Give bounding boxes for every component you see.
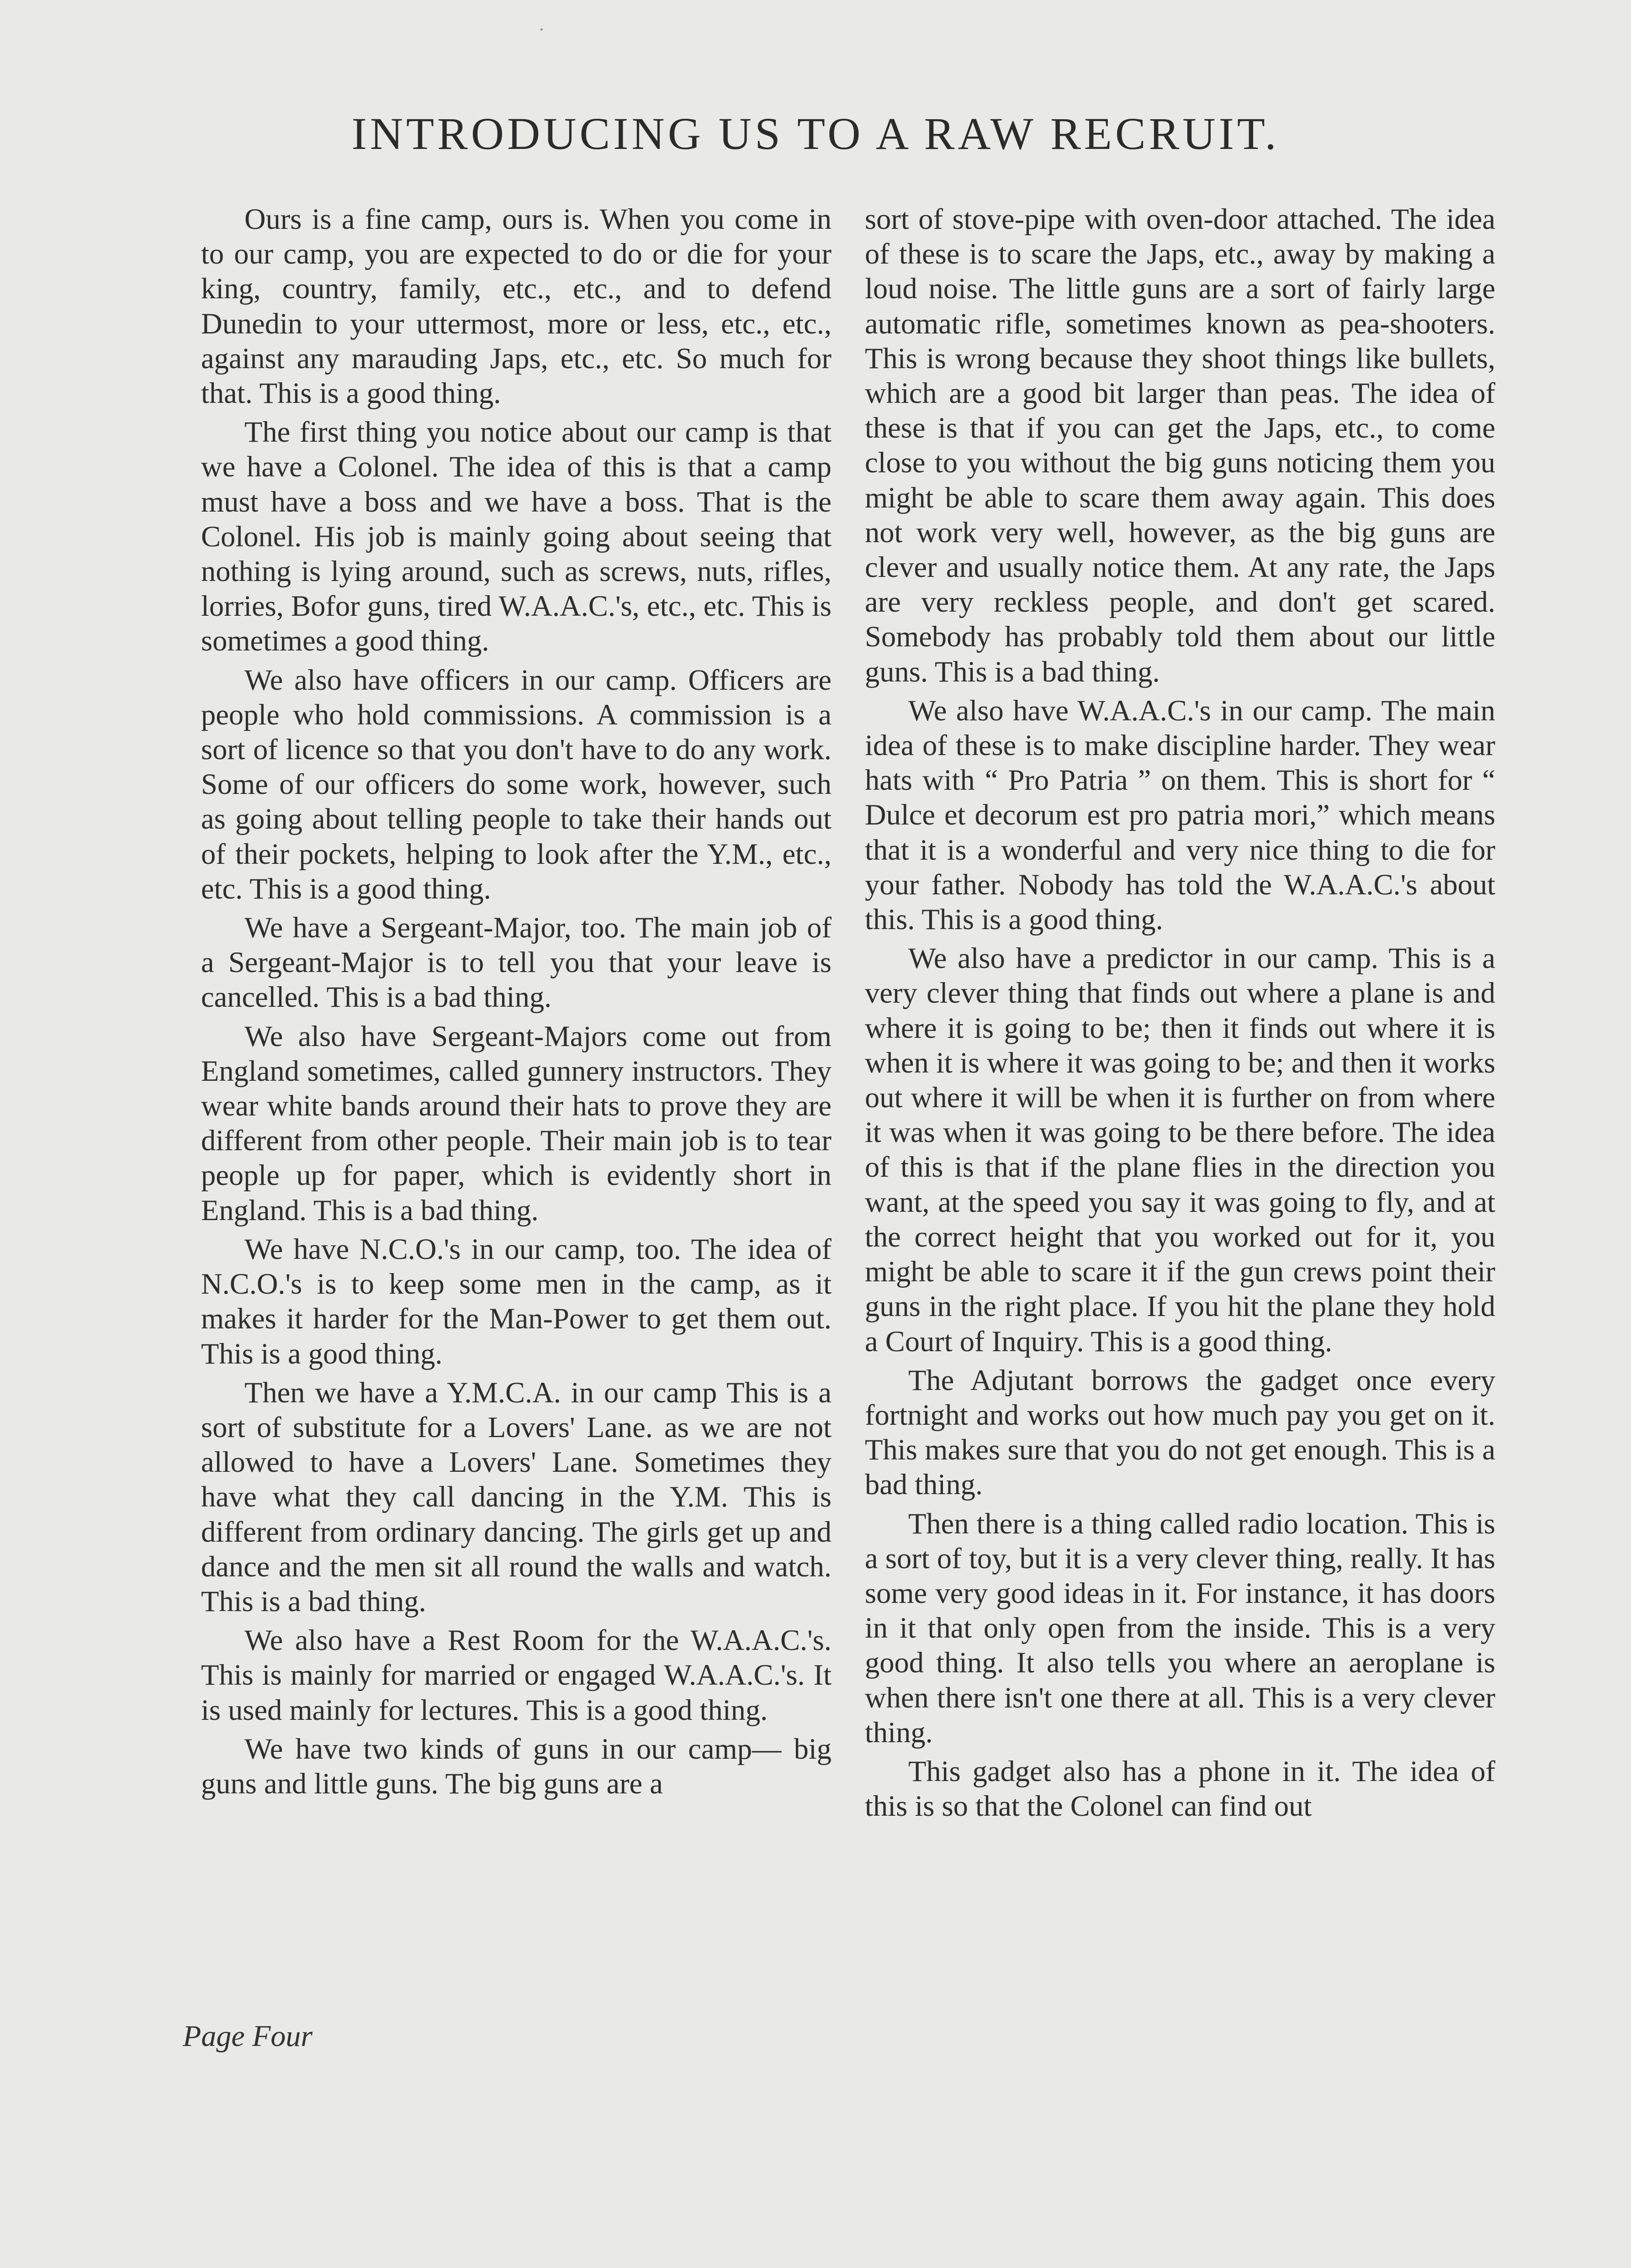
paragraph: We have two kinds of guns in our camp— big guns and little guns. The big guns are a bbox=[201, 1732, 831, 1800]
paper-speck bbox=[540, 28, 543, 31]
paragraph: Then we have a Y.M.C.A. in our camp This is a sort of substitute for a Lovers' Lane. as we are not allowed to have a Lovers' Lane. Sometimes they have what they call dancing in the Y.M. This is different from ordinary dancing. The girls get up and dance and the men sit all round the walls and watch. This is a bad thing. bbox=[201, 1376, 831, 1618]
article-title: INTRODUCING US TO A RAW RECRUIT. bbox=[351, 108, 1280, 159]
paragraph: We also have W.A.A.C.'s in our camp. The main idea of these is to make discipline harder. They wear hats with “ Pro Patria ” on them. This is short for “ Dulce et decorum est pro patria mori,” which means that it is a wonderful and very nice thing to die for your father. Nobody has told the W.A.A.C.'s about this. This is a good thing. bbox=[865, 694, 1495, 936]
paragraph: We have a Sergeant-Major, too. The main job of a Sergeant-Major is to tell you that your leave is cancelled. This is a bad thing. bbox=[201, 911, 831, 1014]
paragraph: We have N.C.O.'s in our camp, too. The idea of N.C.O.'s is to keep some men in the camp, as it makes it harder for the Man-Power to get them out. This is a good thing. bbox=[201, 1232, 831, 1370]
paragraph: Then there is a thing called radio location. This is a sort of toy, but it is a very clever thing, really. It has some very good ideas in it. For instance, it has doors in it that only open from the inside. This is a very good thing. It also tells you where an aeroplane is when there isn't one there at all. This is a very clever thing. bbox=[865, 1507, 1495, 1749]
page-number: Page Four bbox=[183, 2020, 313, 2053]
paragraph: Ours is a fine camp, ours is. When you come in to our camp, you are expected to do or die for your king, country, family, etc., etc., and to defend Dunedin to your uttermost, more or less, etc., etc., against any marauding Japs, etc., etc. So much for that. This is a good thing. bbox=[201, 203, 831, 410]
paragraph: We also have a predictor in our camp. This is a very clever thing that finds out where a plane is and where it is going to be; then it finds out where it is when it is where it was going to be; and then it works out where it will be when it is further on from where it was when it was going to be there before. The idea of this is that if the plane flies in the direction you want, at the speed you say it was going to fly, and at the correct height that you worked out for it, you might be able to scare it if the gun crews point their guns in the right place. If you hit the plane they hold a Court of Inquiry. This is a good thing. bbox=[865, 942, 1495, 1358]
paragraph: This gadget also has a phone in it. The idea of this is so that the Colonel can find out bbox=[865, 1755, 1495, 1823]
left-column bbox=[201, 202, 831, 1801]
paragraph: The first thing you notice about our camp is that we have a Colonel. The idea of this is that a camp must have a boss and we have a boss. That is the Colonel. His job is mainly going about seeing that nothing is lying around, such as screws, nuts, rifles, lorries, Bofor guns, tired W.A.A.C.'s, etc., etc. This is sometimes a good thing. bbox=[201, 416, 831, 657]
paragraph: The Adjutant borrows the gadget once every fortnight and works out how much pay you get on it. This makes sure that you do not get enough. This is a bad thing. bbox=[865, 1364, 1495, 1501]
paragraph: We also have officers in our camp. Officers are people who hold commissions. A commission is a sort of licence so that you don't have to do any work. Some of our officers do some work, however, such as going about telling people to take their hands out of their pockets, helping to look after the Y.M., etc., etc. This is a good thing. bbox=[201, 663, 831, 905]
paragraph: We also have a Rest Room for the W.A.A.C.'s. This is mainly for married or engaged W.A.A.C.'s. It is used mainly for lectures. This is a good thing. bbox=[201, 1624, 831, 1726]
paragraph: We also have Sergeant-Majors come out from England sometimes, called gunnery instructors. They wear white bands around their hats to prove they are different from other people. Their main job is to tear people up for paper, which is evidently short in England. This is a bad thing. bbox=[201, 1020, 831, 1227]
right-column bbox=[865, 202, 1495, 1824]
paragraph-continued: sort of stove-pipe with oven-door attached. The idea of these is to scare the Japs, etc., away by making a loud noise. The little guns are a sort of fairly large automatic rifle, sometimes known as pea-shooters. This is wrong because they shoot things like bullets, which are a good bit larger than peas. The idea of these is that if you can get the Japs, etc., to come close to you without the big guns noticing them you might be able to scare them away again. This does not work very well, however, as the big guns are clever and usually notice them. At any rate, the Japs are very reckless people, and don't get scared. Somebody has probably told them about our little guns. This is a bad thing. bbox=[865, 203, 1495, 688]
